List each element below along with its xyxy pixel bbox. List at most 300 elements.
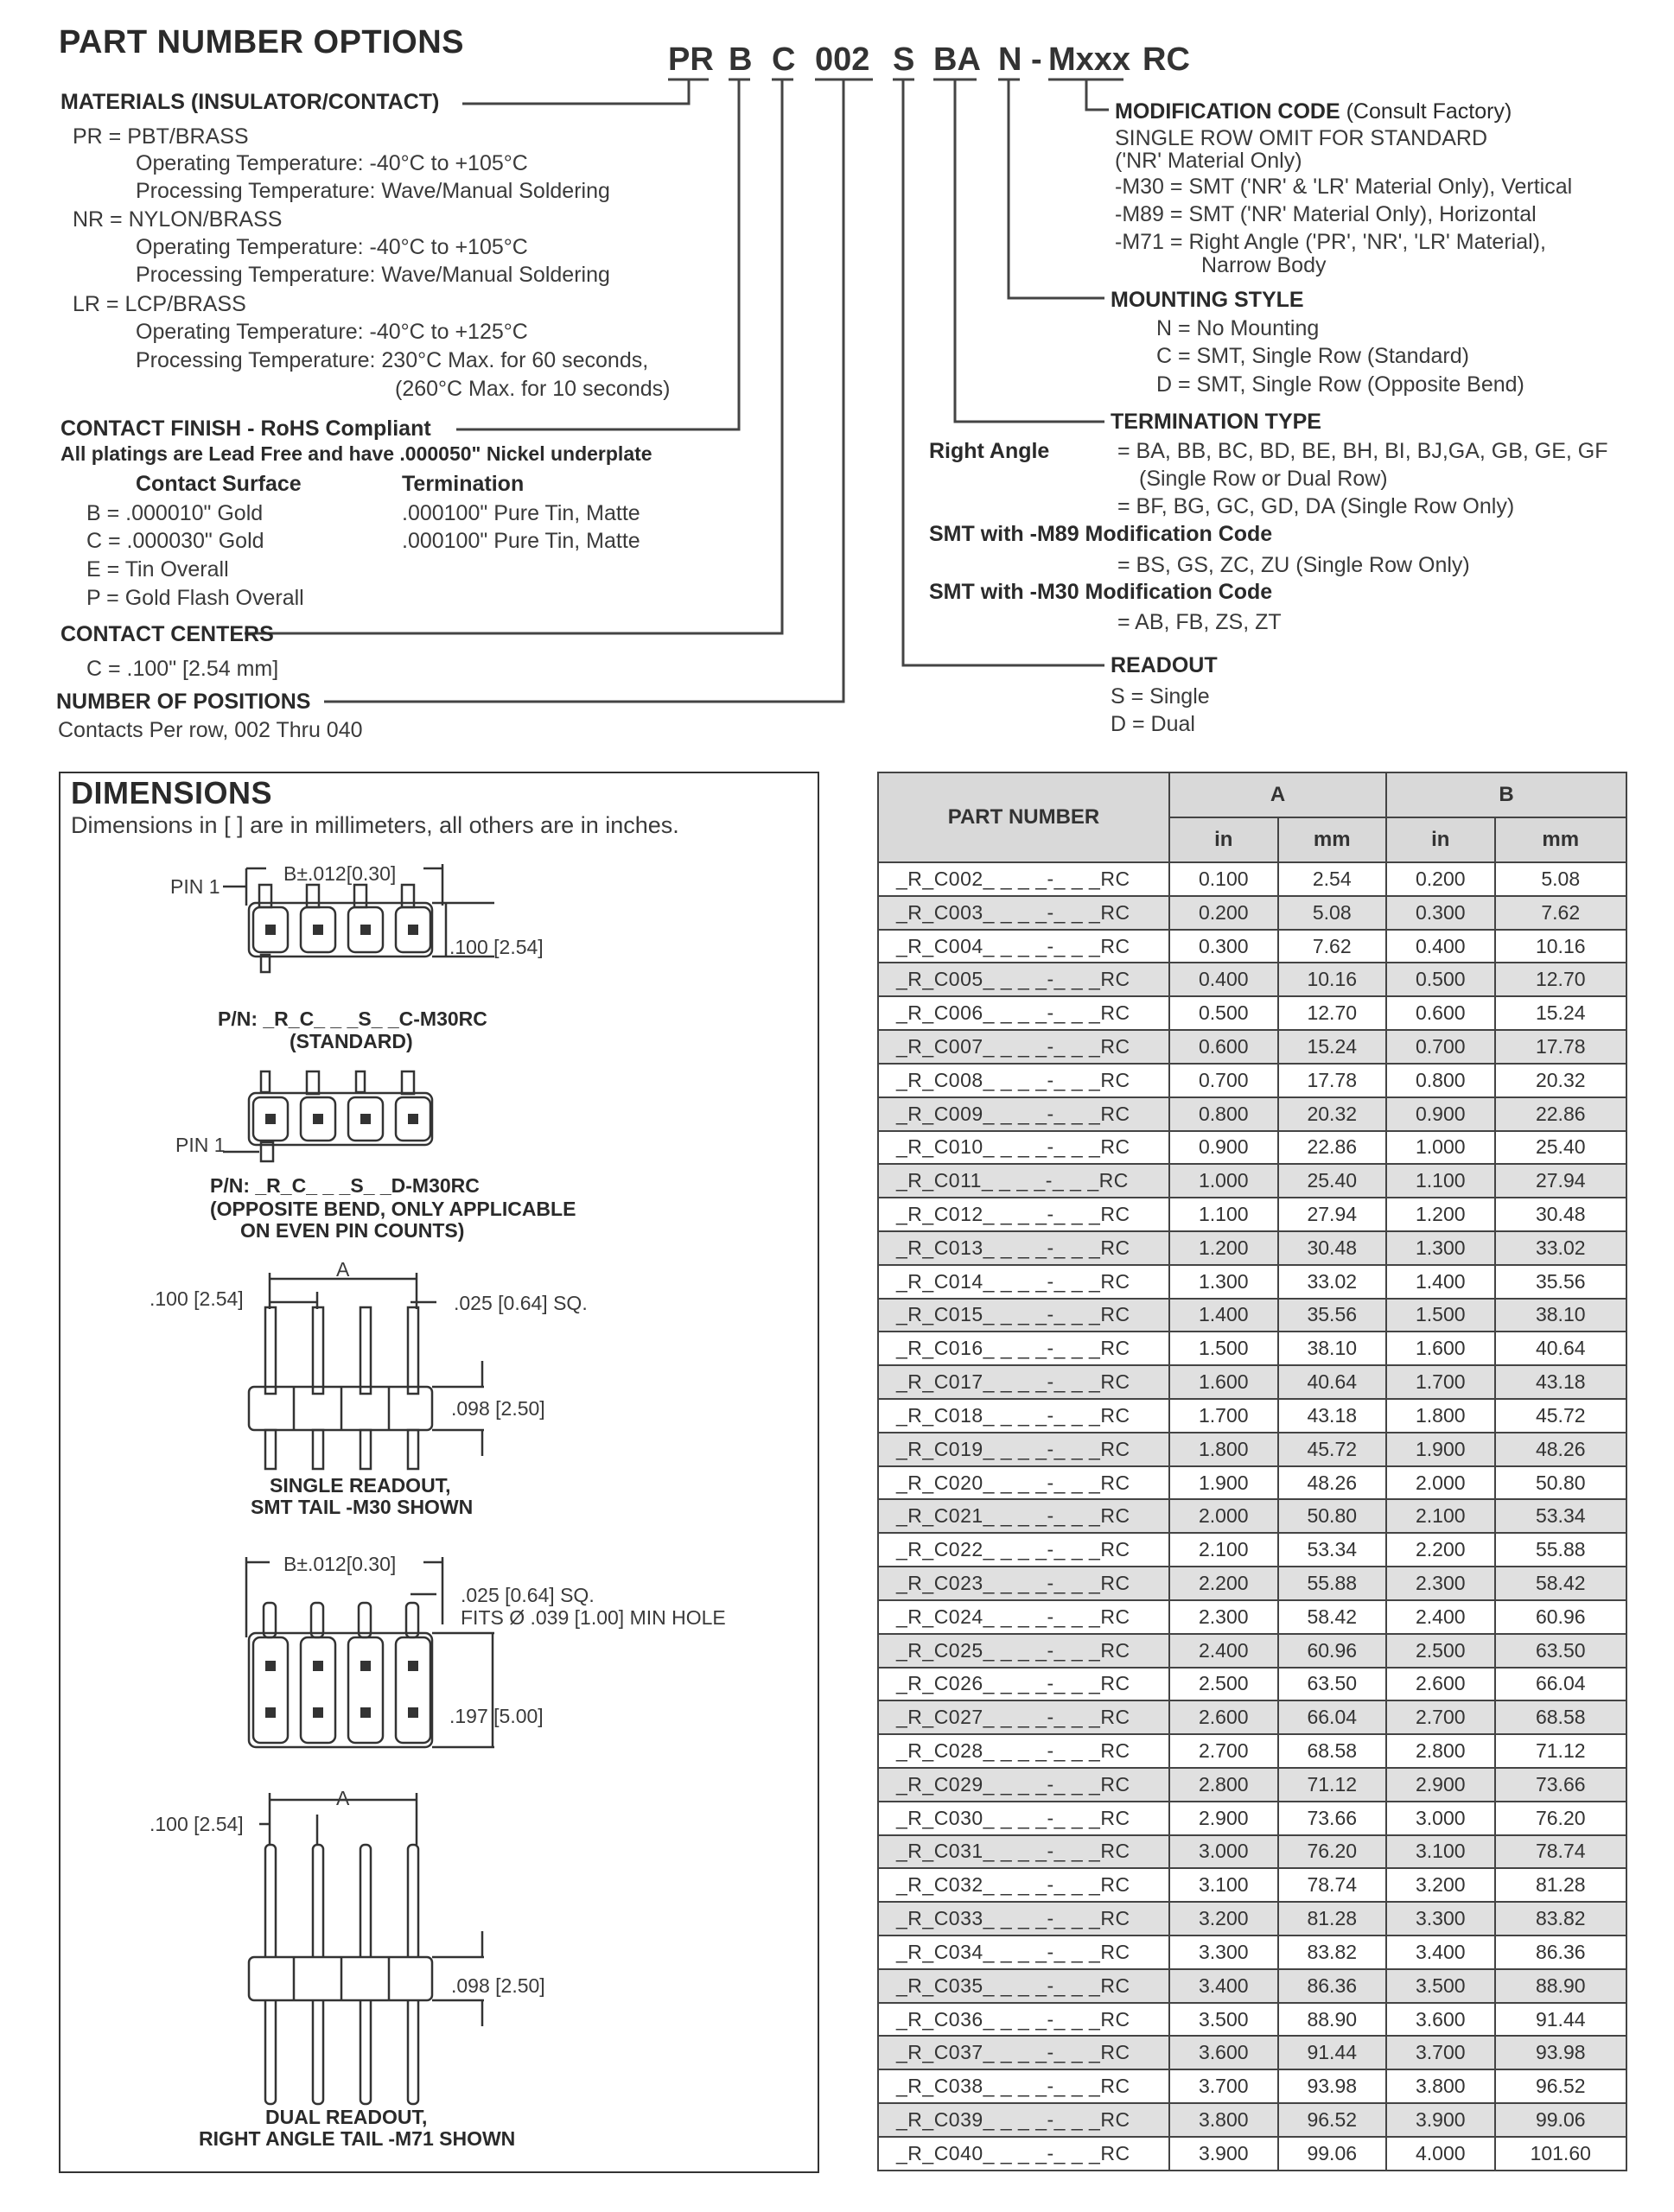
value-cell: 78.74: [1495, 1835, 1627, 1869]
termination-heading: TERMINATION TYPE: [1111, 410, 1321, 434]
value-cell: 38.10: [1495, 1299, 1627, 1332]
value-cell: 43.18: [1278, 1399, 1387, 1433]
value-cell: 0.500: [1386, 963, 1495, 996]
value-cell: 48.26: [1278, 1466, 1387, 1500]
code-modification: Mxxx: [1048, 41, 1131, 78]
part-number-cell: _R_C018_ _ _ _-_ _ _RC: [878, 1399, 1169, 1433]
value-cell: 3.900: [1386, 2103, 1495, 2137]
value-cell: 50.80: [1278, 1499, 1387, 1533]
fig3-caption2: SMT TAIL -M30 SHOWN: [251, 1496, 474, 1518]
table-row: [878, 1700, 1626, 1734]
value-cell: 53.34: [1278, 1533, 1387, 1567]
value-cell: 1.200: [1386, 1198, 1495, 1231]
col-b: B: [1386, 772, 1626, 817]
part-number-cell: _R_C019_ _ _ _-_ _ _RC: [878, 1433, 1169, 1466]
value-cell: 1.100: [1169, 1198, 1278, 1231]
table-row: [878, 1265, 1626, 1299]
code-suffix: RC: [1143, 41, 1190, 78]
value-cell: 1.600: [1386, 1332, 1495, 1365]
col-a: A: [1169, 772, 1386, 817]
modification-line: -M89 = SMT ('NR' Material Only), Horizontal: [1115, 202, 1537, 226]
value-cell: 1.800: [1386, 1399, 1495, 1433]
fig1-b-dim: B±.012[0.30]: [283, 862, 397, 885]
value-cell: 91.44: [1495, 2003, 1627, 2037]
table-row: [878, 2103, 1626, 2137]
value-cell: 25.40: [1495, 1131, 1627, 1165]
value-cell: 50.80: [1495, 1466, 1627, 1500]
value-cell: 15.24: [1495, 996, 1627, 1030]
value-cell: 99.06: [1278, 2137, 1387, 2171]
value-cell: 0.700: [1386, 1030, 1495, 1064]
code-dash: -: [1031, 41, 1042, 78]
centers-line: C = .100" [2.54 mm]: [86, 657, 279, 681]
value-cell: 27.94: [1278, 1198, 1387, 1231]
part-number-cell: _R_C021_ _ _ _-_ _ _RC: [878, 1499, 1169, 1533]
value-cell: 81.28: [1495, 1868, 1627, 1902]
value-cell: 33.02: [1278, 1265, 1387, 1299]
table-row: [878, 1332, 1626, 1365]
termination-line: = BF, BG, GC, GD, DA (Single Row Only): [1117, 494, 1515, 518]
materials-line: Operating Temperature: -40°C to +105°C: [136, 151, 528, 175]
modification-heading: [1115, 99, 1512, 124]
part-number-cell: _R_C034_ _ _ _-_ _ _RC: [878, 1936, 1169, 1969]
part-number-cell: _R_C011_ _ _ _-_ _ _RC: [878, 1164, 1169, 1198]
value-cell: 3.100: [1169, 1868, 1278, 1902]
value-cell: 0.600: [1386, 996, 1495, 1030]
value-cell: 5.08: [1278, 896, 1387, 930]
table-row: [878, 1433, 1626, 1466]
value-cell: 2.000: [1386, 1466, 1495, 1500]
value-cell: 83.82: [1495, 1902, 1627, 1936]
part-number-cell: _R_C010_ _ _ _-_ _ _RC: [878, 1131, 1169, 1165]
table-row: [878, 1734, 1626, 1768]
value-cell: 17.78: [1495, 1030, 1627, 1064]
finish-surface: E = Tin Overall: [86, 557, 229, 582]
readout-line: D = Dual: [1111, 712, 1195, 736]
value-cell: 0.900: [1169, 1131, 1278, 1165]
value-cell: 60.96: [1278, 1634, 1387, 1668]
value-cell: 1.300: [1386, 1231, 1495, 1265]
fig2-pn: P/N: _R_C_ _ _S_ _D-M30RC: [210, 1174, 480, 1197]
col-b-mm: mm: [1495, 817, 1627, 862]
value-cell: 35.56: [1278, 1299, 1387, 1332]
table-row: [878, 896, 1626, 930]
value-cell: 3.800: [1169, 2103, 1278, 2137]
table-row: [878, 1668, 1626, 1701]
part-number-cell: _R_C025_ _ _ _-_ _ _RC: [878, 1634, 1169, 1668]
value-cell: 71.12: [1278, 1768, 1387, 1802]
part-number-cell: _R_C002_ _ _ _-_ _ _RC: [878, 862, 1169, 896]
value-cell: 3.300: [1386, 1902, 1495, 1936]
value-cell: 43.18: [1495, 1365, 1627, 1399]
value-cell: 25.40: [1278, 1164, 1387, 1198]
value-cell: 66.04: [1495, 1668, 1627, 1701]
part-number-cell: _R_C038_ _ _ _-_ _ _RC: [878, 2069, 1169, 2103]
value-cell: 1.900: [1386, 1433, 1495, 1466]
dimension-table: [877, 772, 1627, 2171]
part-number-cell: _R_C024_ _ _ _-_ _ _RC: [878, 1600, 1169, 1634]
value-cell: 48.26: [1495, 1433, 1627, 1466]
value-cell: 3.000: [1386, 1802, 1495, 1835]
value-cell: 2.200: [1386, 1533, 1495, 1567]
col-part-number: PART NUMBER: [878, 772, 1169, 862]
value-cell: 3.400: [1386, 1936, 1495, 1969]
value-cell: 86.36: [1278, 1969, 1387, 2003]
positions-line: Contacts Per row, 002 Thru 040: [58, 718, 363, 742]
value-cell: 3.700: [1169, 2069, 1278, 2103]
value-cell: 1.100: [1386, 1164, 1495, 1198]
value-cell: 5.08: [1495, 862, 1627, 896]
value-cell: 1.000: [1169, 1164, 1278, 1198]
part-number-cell: _R_C004_ _ _ _-_ _ _RC: [878, 930, 1169, 963]
table-row: [878, 1399, 1626, 1433]
value-cell: 68.58: [1278, 1734, 1387, 1768]
value-cell: 40.64: [1278, 1365, 1387, 1399]
value-cell: 88.90: [1278, 2003, 1387, 2037]
table-row: [878, 1131, 1626, 1165]
value-cell: 73.66: [1495, 1768, 1627, 1802]
part-number-cell: _R_C029_ _ _ _-_ _ _RC: [878, 1768, 1169, 1802]
value-cell: 2.400: [1169, 1634, 1278, 1668]
fig1-pitch: .100 [2.54]: [449, 936, 544, 958]
table-row: [878, 1030, 1626, 1064]
materials-line: Processing Temperature: Wave/Manual Soldering: [136, 263, 610, 287]
value-cell: 0.500: [1169, 996, 1278, 1030]
table-row: [878, 1466, 1626, 1500]
part-number-cell: _R_C033_ _ _ _-_ _ _RC: [878, 1902, 1169, 1936]
table-row: [878, 1097, 1626, 1131]
value-cell: 15.24: [1278, 1030, 1387, 1064]
fig2-note2: ON EVEN PIN COUNTS): [240, 1219, 465, 1242]
table-row: [878, 963, 1626, 996]
value-cell: 1.600: [1169, 1365, 1278, 1399]
value-cell: 0.900: [1386, 1097, 1495, 1131]
value-cell: 99.06: [1495, 2103, 1627, 2137]
part-number-cell: _R_C005_ _ _ _-_ _ _RC: [878, 963, 1169, 996]
value-cell: 0.700: [1169, 1064, 1278, 1097]
value-cell: 2.100: [1386, 1499, 1495, 1533]
fig3-pitch: .100 [2.54]: [150, 1287, 244, 1310]
value-cell: 1.900: [1169, 1466, 1278, 1500]
value-cell: 78.74: [1278, 1868, 1387, 1902]
value-cell: 73.66: [1278, 1802, 1387, 1835]
table-row: [878, 1365, 1626, 1399]
value-cell: 2.900: [1386, 1768, 1495, 1802]
table-row: [878, 1567, 1626, 1600]
value-cell: 3.300: [1169, 1936, 1278, 1969]
value-cell: 0.600: [1169, 1030, 1278, 1064]
value-cell: 58.42: [1278, 1600, 1387, 1634]
dimensions-subtitle: Dimensions in [ ] are in millimeters, all others are in inches.: [71, 812, 679, 838]
materials-line: Processing Temperature: 230°C Max. for 60 seconds,: [136, 348, 649, 372]
col-a-mm: mm: [1278, 817, 1387, 862]
value-cell: 2.500: [1386, 1634, 1495, 1668]
finish-termination: .000100" Pure Tin, Matte: [402, 529, 640, 553]
modification-line: SINGLE ROW OMIT FOR STANDARD: [1115, 126, 1488, 150]
value-cell: 63.50: [1495, 1634, 1627, 1668]
value-cell: 3.900: [1169, 2137, 1278, 2171]
part-number-cell: _R_C037_ _ _ _-_ _ _RC: [878, 2036, 1169, 2069]
readout-line: S = Single: [1111, 684, 1210, 709]
value-cell: 88.90: [1495, 1969, 1627, 2003]
table-row: [878, 1198, 1626, 1231]
code-positions: 002: [815, 41, 870, 78]
part-number-cell: _R_C014_ _ _ _-_ _ _RC: [878, 1265, 1169, 1299]
code-centers: C: [772, 41, 796, 78]
termination-m89-line: = BS, GS, ZC, ZU (Single Row Only): [1117, 553, 1470, 577]
value-cell: 91.44: [1278, 2036, 1387, 2069]
modification-line: -M71 = Right Angle ('PR', 'NR', 'LR' Material),: [1115, 230, 1546, 254]
fig5-pitch: .100 [2.54]: [150, 1813, 244, 1835]
fig5-caption1: DUAL READOUT,: [265, 2106, 428, 2128]
value-cell: 1.200: [1169, 1231, 1278, 1265]
materials-line: Operating Temperature: -40°C to +105°C: [136, 235, 528, 259]
value-cell: 86.36: [1495, 1936, 1627, 1969]
code-finish: B: [729, 41, 753, 78]
value-cell: 3.200: [1386, 1868, 1495, 1902]
value-cell: 38.10: [1278, 1332, 1387, 1365]
col-a-in: in: [1169, 817, 1278, 862]
table-row: [878, 1835, 1626, 1869]
fig5-caption2: RIGHT ANGLE TAIL -M71 SHOWN: [199, 2127, 516, 2150]
value-cell: 45.72: [1495, 1399, 1627, 1433]
fig3-caption1: SINGLE READOUT,: [270, 1474, 451, 1497]
value-cell: 55.88: [1278, 1567, 1387, 1600]
value-cell: 20.32: [1278, 1097, 1387, 1131]
fig3-a: A: [336, 1258, 350, 1281]
value-cell: 22.86: [1278, 1131, 1387, 1165]
finish-col2-title: Termination: [402, 472, 525, 496]
table-row: [878, 1969, 1626, 2003]
part-number-cell: _R_C039_ _ _ _-_ _ _RC: [878, 2103, 1169, 2137]
value-cell: 0.800: [1169, 1097, 1278, 1131]
fig5-a: A: [336, 1787, 350, 1809]
col-b-in: in: [1386, 817, 1495, 862]
termination-right-angle-label: Right Angle: [929, 439, 1050, 463]
value-cell: 30.48: [1495, 1198, 1627, 1231]
value-cell: 93.98: [1495, 2036, 1627, 2069]
value-cell: 83.82: [1278, 1936, 1387, 1969]
value-cell: 1.500: [1169, 1332, 1278, 1365]
fig1-note: (STANDARD): [290, 1030, 413, 1052]
value-cell: 1.800: [1169, 1433, 1278, 1466]
finish-termination: .000100" Pure Tin, Matte: [402, 501, 640, 525]
value-cell: 2.600: [1386, 1668, 1495, 1701]
value-cell: 3.600: [1386, 2003, 1495, 2037]
value-cell: 2.800: [1386, 1734, 1495, 1768]
part-number-cell: _R_C020_ _ _ _-_ _ _RC: [878, 1466, 1169, 1500]
fig1-pn: P/N: _R_C_ _ _S_ _C-M30RC: [218, 1007, 487, 1030]
table-row: [878, 1634, 1626, 1668]
value-cell: 40.64: [1495, 1332, 1627, 1365]
value-cell: 3.400: [1169, 1969, 1278, 2003]
part-number-cell: _R_C009_ _ _ _-_ _ _RC: [878, 1097, 1169, 1131]
value-cell: 10.16: [1278, 963, 1387, 996]
table-row: [878, 1936, 1626, 1969]
mounting-heading: MOUNTING STYLE: [1111, 288, 1304, 312]
materials-line: PR = PBT/BRASS: [73, 124, 249, 149]
figure-dual-readout: [138, 1784, 588, 2130]
modification-line: Narrow Body: [1201, 253, 1327, 277]
part-number-cell: _R_C035_ _ _ _-_ _ _RC: [878, 1969, 1169, 2003]
part-number-cell: _R_C007_ _ _ _-_ _ _RC: [878, 1030, 1169, 1064]
table-row: [878, 2137, 1626, 2171]
fig3-h: .098 [2.50]: [451, 1397, 545, 1420]
fig2-pin1: PIN 1: [175, 1134, 226, 1156]
value-cell: 0.200: [1386, 862, 1495, 896]
termination-m89-label: SMT with -M89 Modification Code: [929, 522, 1273, 546]
part-number-cell: _R_C006_ _ _ _-_ _ _RC: [878, 996, 1169, 1030]
table-row: [878, 1902, 1626, 1936]
value-cell: 0.100: [1169, 862, 1278, 896]
value-cell: 0.800: [1386, 1064, 1495, 1097]
table-row: [878, 1768, 1626, 1802]
part-number-cell: _R_C023_ _ _ _-_ _ _RC: [878, 1567, 1169, 1600]
value-cell: 2.800: [1169, 1768, 1278, 1802]
value-cell: 71.12: [1495, 1734, 1627, 1768]
value-cell: 0.300: [1386, 896, 1495, 930]
table-row: [878, 1064, 1626, 1097]
value-cell: 68.58: [1495, 1700, 1627, 1734]
value-cell: 0.300: [1169, 930, 1278, 963]
value-cell: 1.700: [1386, 1365, 1495, 1399]
value-cell: 55.88: [1495, 1533, 1627, 1567]
finish-heading: CONTACT FINISH - RoHS Compliant: [60, 416, 431, 441]
value-cell: 0.200: [1169, 896, 1278, 930]
table-row: [878, 1802, 1626, 1835]
value-cell: 3.000: [1169, 1835, 1278, 1869]
value-cell: 7.62: [1495, 896, 1627, 930]
value-cell: 22.86: [1495, 1097, 1627, 1131]
value-cell: 17.78: [1278, 1064, 1387, 1097]
fig1-pin1: PIN 1: [170, 875, 220, 898]
finish-surface: C = .000030" Gold: [86, 529, 264, 553]
part-number-cell: _R_C013_ _ _ _-_ _ _RC: [878, 1231, 1169, 1265]
value-cell: 53.34: [1495, 1499, 1627, 1533]
value-cell: 96.52: [1495, 2069, 1627, 2103]
value-cell: 2.54: [1278, 862, 1387, 896]
value-cell: 76.20: [1495, 1802, 1627, 1835]
materials-line: Operating Temperature: -40°C to +125°C: [136, 320, 528, 344]
value-cell: 1.500: [1386, 1299, 1495, 1332]
value-cell: 2.400: [1386, 1600, 1495, 1634]
materials-line: NR = NYLON/BRASS: [73, 207, 283, 232]
value-cell: 3.600: [1169, 2036, 1278, 2069]
table-row: [878, 2036, 1626, 2069]
termination-m30-line: = AB, FB, ZS, ZT: [1117, 610, 1282, 634]
value-cell: 81.28: [1278, 1902, 1387, 1936]
value-cell: 3.200: [1169, 1902, 1278, 1936]
table-body: [878, 862, 1626, 2171]
modification-line: -M30 = SMT ('NR' & 'LR' Material Only), Vertical: [1115, 175, 1573, 199]
part-number-cell: _R_C008_ _ _ _-_ _ _RC: [878, 1064, 1169, 1097]
mounting-line: C = SMT, Single Row (Standard): [1156, 344, 1469, 368]
modification-line: ('NR' Material Only): [1115, 149, 1302, 173]
fig4-fits: FITS Ø .039 [1.00] MIN HOLE: [461, 1606, 726, 1629]
part-number-cell: _R_C022_ _ _ _-_ _ _RC: [878, 1533, 1169, 1567]
table-row: [878, 862, 1626, 896]
table-row: [878, 996, 1626, 1030]
value-cell: 2.300: [1386, 1567, 1495, 1600]
fig4-h: .197 [5.00]: [449, 1705, 544, 1727]
mounting-line: N = No Mounting: [1156, 316, 1320, 340]
table-row: [878, 1164, 1626, 1198]
part-number-cell: _R_C027_ _ _ _-_ _ _RC: [878, 1700, 1169, 1734]
value-cell: 3.100: [1386, 1835, 1495, 1869]
table-row: [878, 2003, 1626, 2037]
part-number-cell: _R_C026_ _ _ _-_ _ _RC: [878, 1668, 1169, 1701]
value-cell: 3.500: [1169, 2003, 1278, 2037]
table-row: [878, 1499, 1626, 1533]
modification-heading-note: (Consult Factory): [1346, 99, 1512, 124]
part-number-cell: _R_C015_ _ _ _-_ _ _RC: [878, 1299, 1169, 1332]
part-number-cell: _R_C016_ _ _ _-_ _ _RC: [878, 1332, 1169, 1365]
value-cell: 2.200: [1169, 1567, 1278, 1600]
value-cell: 3.700: [1386, 2036, 1495, 2069]
value-cell: 1.400: [1169, 1299, 1278, 1332]
part-number-cell: _R_C036_ _ _ _-_ _ _RC: [878, 2003, 1169, 2037]
fig4-b-dim: B±.012[0.30]: [283, 1553, 397, 1575]
table-row: [878, 1299, 1626, 1332]
value-cell: 1.300: [1169, 1265, 1278, 1299]
table-row: [878, 1868, 1626, 1902]
table-row: [878, 1533, 1626, 1567]
value-cell: 76.20: [1278, 1835, 1387, 1869]
value-cell: 2.100: [1169, 1533, 1278, 1567]
value-cell: 33.02: [1495, 1231, 1627, 1265]
dimensions-title: DIMENSIONS: [71, 775, 273, 810]
value-cell: 2.700: [1169, 1734, 1278, 1768]
value-cell: 10.16: [1495, 930, 1627, 963]
materials-line: LR = LCP/BRASS: [73, 292, 246, 316]
value-cell: 1.400: [1386, 1265, 1495, 1299]
termination-line: = BA, BB, BC, BD, BE, BH, BI, BJ,GA, GB, GE, GF: [1117, 439, 1608, 463]
value-cell: 2.700: [1386, 1700, 1495, 1734]
value-cell: 2.600: [1169, 1700, 1278, 1734]
value-cell: 58.42: [1495, 1567, 1627, 1600]
part-number-cell: _R_C003_ _ _ _-_ _ _RC: [878, 896, 1169, 930]
fig2-note1: (OPPOSITE BEND, ONLY APPLICABLE: [210, 1198, 576, 1220]
value-cell: 101.60: [1495, 2137, 1627, 2171]
part-number-cell: _R_C040_ _ _ _-_ _ _RC: [878, 2137, 1169, 2171]
value-cell: 60.96: [1495, 1600, 1627, 1634]
value-cell: 35.56: [1495, 1265, 1627, 1299]
value-cell: 66.04: [1278, 1700, 1387, 1734]
modification-heading-text: MODIFICATION CODE: [1115, 99, 1340, 124]
fig4-sq: .025 [0.64] SQ.: [461, 1584, 595, 1606]
centers-heading: CONTACT CENTERS: [60, 622, 274, 646]
value-cell: 96.52: [1278, 2103, 1387, 2137]
materials-heading: MATERIALS (INSULATOR/CONTACT): [60, 90, 440, 114]
value-cell: 2.500: [1169, 1668, 1278, 1701]
value-cell: 45.72: [1278, 1433, 1387, 1466]
value-cell: 2.300: [1169, 1600, 1278, 1634]
fig5-h: .098 [2.50]: [451, 1974, 545, 1997]
termination-m30-label: SMT with -M30 Modification Code: [929, 580, 1273, 604]
value-cell: 2.900: [1169, 1802, 1278, 1835]
positions-heading: NUMBER OF POSITIONS: [56, 690, 311, 714]
value-cell: 1.700: [1169, 1399, 1278, 1433]
part-number-cell: _R_C032_ _ _ _-_ _ _RC: [878, 1868, 1169, 1902]
part-number-cell: _R_C028_ _ _ _-_ _ _RC: [878, 1734, 1169, 1768]
value-cell: 0.400: [1386, 930, 1495, 963]
code-material: PR: [668, 41, 714, 78]
mounting-line: D = SMT, Single Row (Opposite Bend): [1156, 372, 1524, 397]
code-mounting: N: [998, 41, 1022, 78]
value-cell: 20.32: [1495, 1064, 1627, 1097]
code-termination: BA: [933, 41, 981, 78]
value-cell: 3.500: [1386, 1969, 1495, 2003]
